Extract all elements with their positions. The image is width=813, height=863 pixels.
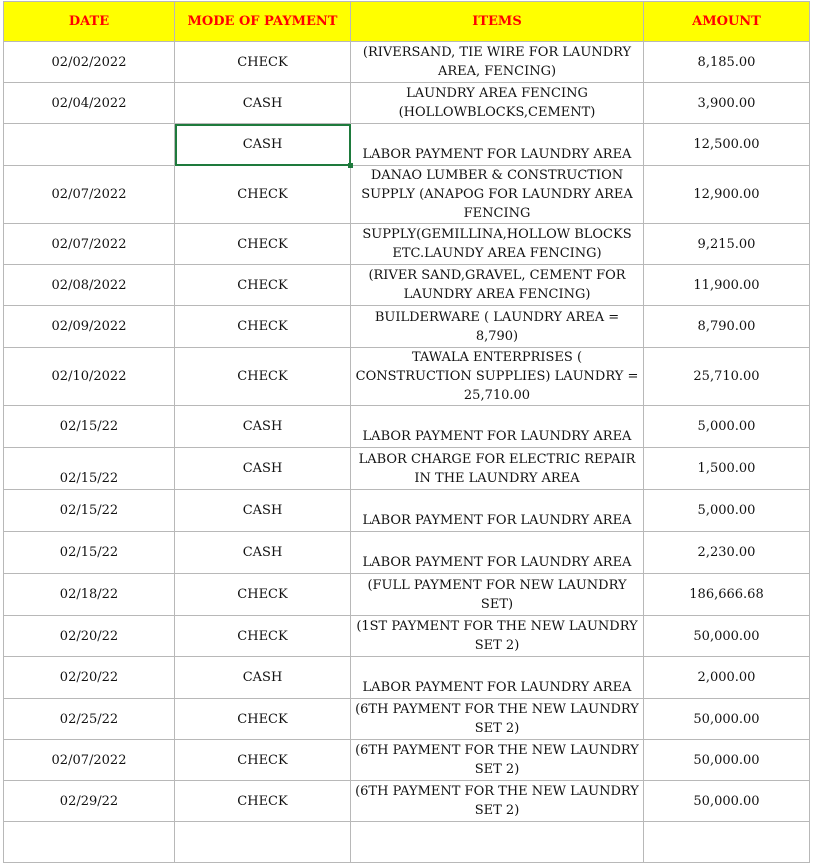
cell-items[interactable]: LABOR PAYMENT FOR LAUNDRY AREA [351, 124, 644, 166]
table-row [4, 532, 810, 574]
cell-amount[interactable]: 1,500.00 [644, 448, 810, 490]
header-mode-of-payment[interactable]: MODE OF PAYMENT [175, 2, 351, 42]
cell-amount[interactable]: 186,666.68 [644, 574, 810, 616]
cell-mode[interactable]: CHECK [175, 781, 351, 822]
cell-items[interactable]: DANAO LUMBER & CONSTRUCTION SUPPLY (ANAPOG FOR LAUNDRY AREA FENCING [351, 166, 644, 224]
cell-amount[interactable]: 8,790.00 [644, 306, 810, 348]
cell-mode[interactable]: CASH [175, 532, 351, 574]
cell-mode[interactable]: CASH [175, 448, 351, 490]
cell-items[interactable]: LABOR PAYMENT FOR LAUNDRY AREA [351, 657, 644, 699]
cell-empty[interactable] [4, 822, 175, 863]
table-row [4, 781, 810, 822]
cell-mode[interactable]: CASH [175, 490, 351, 532]
table-row [4, 348, 810, 406]
table-row-partial [4, 822, 810, 863]
table-row [4, 124, 810, 166]
cell-items[interactable]: (6TH PAYMENT FOR THE NEW LAUNDRY SET 2) [351, 699, 644, 740]
table-row [4, 265, 810, 306]
cell-amount[interactable]: 50,000.00 [644, 740, 810, 781]
cell-mode[interactable]: CHECK [175, 574, 351, 616]
cell-mode[interactable]: CASH [175, 83, 351, 124]
cell-empty[interactable] [175, 822, 351, 863]
cell-date[interactable]: 02/07/2022 [4, 224, 175, 265]
cell-mode[interactable]: CHECK [175, 348, 351, 406]
cell-mode[interactable]: CHECK [175, 306, 351, 348]
table-row [4, 83, 810, 124]
cell-items[interactable]: (RIVER SAND,GRAVEL, CEMENT FOR LAUNDRY AREA FENCING) [351, 265, 644, 306]
cell-amount[interactable]: 5,000.00 [644, 406, 810, 448]
cell-amount[interactable]: 12,500.00 [644, 124, 810, 166]
cell-empty[interactable] [351, 822, 644, 863]
cell-mode[interactable]: CHECK [175, 740, 351, 781]
cell-date[interactable]: 02/18/22 [4, 574, 175, 616]
cell-items[interactable]: (RIVERSAND, TIE WIRE FOR LAUNDRY AREA, FENCING) [351, 42, 644, 83]
cell-items[interactable]: LAUNDRY AREA FENCING (HOLLOWBLOCKS,CEMENT) [351, 83, 644, 124]
cell-date[interactable]: 02/15/22 [4, 532, 175, 574]
header-row [4, 2, 810, 42]
table-row [4, 406, 810, 448]
cell-items[interactable]: BUILDERWARE ( LAUNDRY AREA = 8,790) [351, 306, 644, 348]
cell-date[interactable]: 02/15/22 [4, 490, 175, 532]
table-row [4, 574, 810, 616]
table-row [4, 657, 810, 699]
cell-amount[interactable]: 50,000.00 [644, 781, 810, 822]
cell-amount[interactable]: 5,000.00 [644, 490, 810, 532]
cell-items[interactable]: LABOR PAYMENT FOR LAUNDRY AREA [351, 406, 644, 448]
cell-amount[interactable]: 11,900.00 [644, 265, 810, 306]
cell-mode[interactable]: CASH [175, 406, 351, 448]
cell-amount[interactable]: 50,000.00 [644, 616, 810, 657]
cell-date[interactable]: 02/09/2022 [4, 306, 175, 348]
table-row [4, 224, 810, 265]
cell-date[interactable] [4, 124, 175, 166]
cell-date[interactable]: 02/25/22 [4, 699, 175, 740]
table-row [4, 740, 810, 781]
table-row [4, 616, 810, 657]
cell-date[interactable]: 02/02/2022 [4, 42, 175, 83]
table-row [4, 166, 810, 224]
selected-cell-mode[interactable]: CASH [175, 124, 351, 166]
cell-mode[interactable]: CHECK [175, 224, 351, 265]
cell-amount[interactable]: 8,185.00 [644, 42, 810, 83]
cell-items[interactable]: LABOR PAYMENT FOR LAUNDRY AREA [351, 532, 644, 574]
cell-items[interactable]: TAWALA ENTERPRISES ( CONSTRUCTION SUPPLIES) LAUNDRY = 25,710.00 [351, 348, 644, 406]
table-row [4, 490, 810, 532]
cell-date[interactable]: 02/15/22 [4, 448, 175, 490]
header-date[interactable]: DATE [4, 2, 175, 42]
cell-date[interactable]: 02/20/22 [4, 616, 175, 657]
cell-items[interactable]: SUPPLY(GEMILLINA,HOLLOW BLOCKS ETC.LAUNDY AREA FENCING) [351, 224, 644, 265]
header-amount[interactable]: AMOUNT [644, 2, 810, 42]
cell-mode[interactable]: CASH [175, 657, 351, 699]
cell-mode[interactable]: CHECK [175, 616, 351, 657]
header-items[interactable]: ITEMS [351, 2, 644, 42]
cell-date[interactable]: 02/20/22 [4, 657, 175, 699]
cell-date[interactable]: 02/08/2022 [4, 265, 175, 306]
cell-date[interactable]: 02/04/2022 [4, 83, 175, 124]
cell-amount[interactable]: 2,000.00 [644, 657, 810, 699]
cell-date[interactable]: 02/07/2022 [4, 740, 175, 781]
cell-mode[interactable]: CHECK [175, 265, 351, 306]
cell-amount[interactable]: 25,710.00 [644, 348, 810, 406]
cell-items[interactable]: (6TH PAYMENT FOR THE NEW LAUNDRY SET 2) [351, 740, 644, 781]
cell-items[interactable]: (FULL PAYMENT FOR NEW LAUNDRY SET) [351, 574, 644, 616]
cell-empty[interactable] [644, 822, 810, 863]
cell-items[interactable]: (1ST PAYMENT FOR THE NEW LAUNDRY SET 2) [351, 616, 644, 657]
cell-items[interactable]: (6TH PAYMENT FOR THE NEW LAUNDRY SET 2) [351, 781, 644, 822]
cell-date[interactable]: 02/29/22 [4, 781, 175, 822]
cell-items[interactable]: LABOR CHARGE FOR ELECTRIC REPAIR IN THE LAUNDRY AREA [351, 448, 644, 490]
table-row [4, 448, 810, 490]
table-row [4, 699, 810, 740]
cell-date[interactable]: 02/10/2022 [4, 348, 175, 406]
cell-amount[interactable]: 12,900.00 [644, 166, 810, 224]
table-row [4, 306, 810, 348]
cell-mode[interactable]: CHECK [175, 699, 351, 740]
table-row [4, 42, 810, 83]
cell-amount[interactable]: 3,900.00 [644, 83, 810, 124]
expense-spreadsheet [3, 1, 810, 863]
cell-mode[interactable]: CHECK [175, 42, 351, 83]
cell-amount[interactable]: 2,230.00 [644, 532, 810, 574]
cell-items[interactable]: LABOR PAYMENT FOR LAUNDRY AREA [351, 490, 644, 532]
cell-date[interactable]: 02/15/22 [4, 406, 175, 448]
cell-amount[interactable]: 50,000.00 [644, 699, 810, 740]
cell-amount[interactable]: 9,215.00 [644, 224, 810, 265]
cell-mode[interactable]: CHECK [175, 166, 351, 224]
cell-date[interactable]: 02/07/2022 [4, 166, 175, 224]
